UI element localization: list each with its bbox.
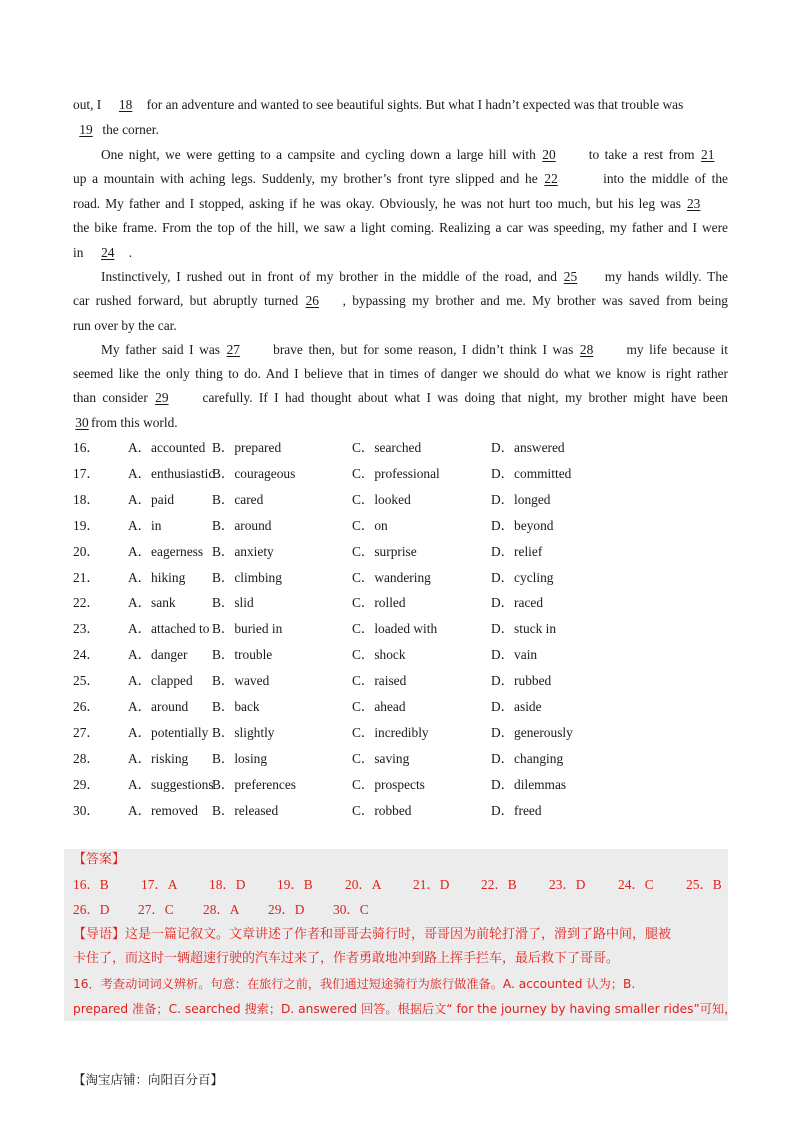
option-c[interactable]: C．professional — [352, 465, 440, 481]
answer-24: 24．C — [618, 877, 654, 892]
option-a[interactable]: A．removed — [128, 802, 198, 818]
question-number: 16． — [73, 440, 100, 455]
option-a[interactable]: A．suggestions — [128, 776, 214, 792]
question-number: 27． — [73, 724, 100, 740]
answer-20: 20．A — [345, 877, 382, 892]
option-a[interactable]: A．attached to — [128, 621, 210, 637]
answer-16: 16．B — [73, 877, 109, 892]
passage-line-13: than consider 29 carefully. If I had thought about what I was doing that night, my brother might have been — [73, 388, 728, 408]
guide-line-1: 【导语】这是一篇记叙文。文章讲述了作者和哥哥去骑行时，哥哥因为前轮打滑了，滑到了路中间，腿被 — [73, 927, 672, 942]
option-c[interactable]: C．robbed — [352, 802, 412, 818]
blank-25[interactable]: 25 — [563, 269, 578, 284]
option-d[interactable]: D．cycling — [491, 569, 554, 585]
guide-line-2: 卡住了，而这时一辆超速行驶的汽车过来了，作者勇敢地冲到路上挥手拦车，最后救下了哥哥。 — [73, 951, 620, 966]
blank-18[interactable]: 18 — [118, 97, 133, 112]
option-c[interactable]: C．prospects — [352, 776, 425, 792]
answer-row-2 — [73, 900, 473, 920]
question-number: 29． — [73, 776, 100, 792]
option-b[interactable]: B．released — [212, 802, 279, 818]
answer-19: 19．B — [277, 877, 313, 892]
explain-line-1: 16．考查动词词义辨析。句意：在旅行之前，我们通过短途骑行为旅行做准备。A. accounted 认为；B. — [73, 977, 636, 991]
answer-18: 18．D — [209, 877, 246, 892]
question-number: 17． — [73, 465, 100, 481]
option-d[interactable]: D．longed — [491, 491, 551, 507]
option-b[interactable]: B．losing — [212, 750, 268, 766]
option-b[interactable]: B．cared — [212, 491, 264, 507]
answer-30: 30．C — [333, 902, 369, 917]
option-a[interactable]: A．in — [128, 517, 162, 533]
option-a[interactable]: A．paid — [128, 491, 175, 507]
passage-line-5: road. My father and I stopped, asking if he was okay. Obviously, he was not hurt too much, but his leg was 23 — [73, 194, 728, 214]
answer-29: 29．D — [268, 902, 305, 917]
question-number: 26． — [73, 699, 100, 714]
passage-line-3: One night, we were getting to a campsite and cycling down a large hill with 20 to take a rest from 21 — [101, 145, 728, 165]
blank-22[interactable]: 22 — [544, 171, 558, 186]
blank-20[interactable]: 20 — [542, 147, 556, 162]
option-c[interactable]: C．surprise — [352, 543, 417, 559]
answer-22: 22．B — [481, 877, 517, 892]
question-number: 24． — [73, 647, 100, 663]
passage-line-14: 30 from this world. — [73, 413, 728, 433]
footer-shop-label: 【淘宝店铺：向阳百分百】 — [73, 1072, 224, 1087]
option-a[interactable]: A．around — [128, 699, 189, 714]
option-c[interactable]: C．saving — [352, 750, 410, 766]
option-d[interactable]: D．committed — [491, 465, 572, 481]
option-a[interactable]: A．eagerness — [128, 543, 204, 559]
option-c[interactable]: C．ahead — [352, 699, 406, 714]
option-a[interactable]: A．enthusiastic — [128, 465, 215, 481]
passage-line-10: run over by the car. — [73, 318, 177, 333]
option-d[interactable]: D．freed — [491, 802, 542, 818]
passage-line-1: out, I 18 for an adventure and wanted to see beautiful sights. But what I hadn’t expected was that trouble was — [73, 95, 728, 115]
option-b[interactable]: B．back — [212, 699, 260, 714]
question-number: 25． — [73, 673, 100, 689]
option-c[interactable]: C．searched — [352, 440, 422, 455]
answer-23: 23．D — [549, 877, 586, 892]
option-d[interactable]: D．changing — [491, 750, 564, 766]
option-d[interactable]: D．stuck in — [491, 621, 557, 637]
option-a[interactable]: A．potentially — [128, 724, 209, 740]
option-c[interactable]: C．raised — [352, 673, 407, 689]
option-d[interactable]: D．aside — [491, 699, 542, 714]
blank-27[interactable]: 27 — [226, 342, 240, 357]
option-d[interactable]: D．vain — [491, 647, 538, 663]
explain-line-2: prepared 准备；C. searched 搜索；D. answered 回答。根据后文“ for the journey by having smaller rides”可知， — [73, 1002, 737, 1016]
passage-line-2: 19 the corner. — [73, 120, 728, 140]
option-b[interactable]: B．slid — [212, 595, 254, 611]
passage-line-4: up a mountain with aching legs. Suddenly, my brother’s front tyre slipped and he 22 into the middle of the — [73, 169, 728, 189]
answer-17: 17．A — [141, 877, 178, 892]
option-a[interactable]: A．danger — [128, 647, 188, 663]
question-number: 22． — [73, 595, 100, 611]
option-b[interactable]: B．buried in — [212, 621, 283, 637]
option-b[interactable]: B．courageous — [212, 465, 296, 481]
option-b[interactable]: B．climbing — [212, 569, 282, 585]
option-a[interactable]: A．accounted — [128, 440, 206, 455]
option-c[interactable]: C．on — [352, 517, 388, 533]
answer-heading: 【答案】 — [73, 852, 126, 867]
blank-24[interactable]: 24 — [101, 245, 115, 260]
option-b[interactable]: B．anxiety — [212, 543, 274, 559]
question-number: 19． — [73, 517, 100, 533]
option-c[interactable]: C．wandering — [352, 569, 431, 585]
passage-line-7: in 24 . — [73, 243, 728, 263]
option-b[interactable]: B．prepared — [212, 440, 282, 455]
option-c[interactable]: C．looked — [352, 491, 411, 507]
option-c[interactable]: C．incredibly — [352, 724, 429, 740]
answer-row-1 — [73, 875, 728, 895]
option-a[interactable]: A．sank — [128, 595, 176, 611]
question-number: 20． — [73, 543, 100, 559]
blank-29[interactable]: 29 — [155, 390, 169, 405]
passage-line-12: seemed like the only thing to do. And I believe that in times of danger we should do what we know is right rather — [73, 366, 728, 381]
option-b[interactable]: B．trouble — [212, 647, 273, 663]
option-c[interactable]: C．shock — [352, 647, 406, 663]
question-number: 28． — [73, 750, 100, 766]
blank-23[interactable]: 23 — [686, 196, 701, 211]
question-number: 21． — [73, 569, 100, 585]
question-number: 30． — [73, 802, 100, 818]
passage-line-11: My father said I was 27 brave then, but for some reason, I didn’t think I was 28 my life because it — [101, 340, 728, 360]
option-a[interactable]: A．clapped — [128, 673, 193, 689]
answer-21: 21．D — [413, 877, 450, 892]
option-d[interactable]: D．generously — [491, 724, 573, 740]
passage-line-8: Instinctively, I rushed out in front of my brother in the middle of the road, and 25 my hands wildly. The — [101, 267, 728, 287]
question-number: 18． — [73, 491, 100, 507]
blank-30[interactable]: 30 — [75, 415, 89, 430]
option-c[interactable]: C．rolled — [352, 595, 406, 611]
blank-28[interactable]: 28 — [579, 342, 594, 357]
answer-28: 28．A — [203, 902, 240, 917]
passage-line-9: car rushed forward, but abruptly turned 26 , bypassing my brother and me. My brother was saved from being — [73, 291, 728, 311]
option-d[interactable]: D．rubbed — [491, 673, 552, 689]
option-d[interactable]: D．relief — [491, 543, 543, 559]
option-a[interactable]: A．hiking — [128, 569, 186, 585]
option-a[interactable]: A．risking — [128, 750, 189, 766]
option-d[interactable]: D．raced — [491, 595, 544, 611]
option-c[interactable]: C．loaded with — [352, 621, 438, 637]
passage-line-6: the bike frame. From the top of the hill, we saw a light coming. Realizing a car was speeding, my father and I were — [73, 220, 728, 235]
question-number: 23． — [73, 621, 100, 637]
blank-19[interactable]: 19 — [79, 122, 93, 137]
answer-27: 27．C — [138, 902, 174, 917]
option-b[interactable]: B．slightly — [212, 724, 275, 740]
option-d[interactable]: D．answered — [491, 440, 565, 455]
blank-26[interactable]: 26 — [305, 293, 319, 308]
option-d[interactable]: D．beyond — [491, 517, 554, 533]
answer-25: 25．B — [686, 877, 722, 892]
option-b[interactable]: B．waved — [212, 673, 270, 689]
option-b[interactable]: B．preferences — [212, 776, 297, 792]
answer-26: 26．D — [73, 902, 110, 917]
option-d[interactable]: D．dilemmas — [491, 776, 567, 792]
option-b[interactable]: B．around — [212, 517, 272, 533]
blank-21[interactable]: 21 — [701, 147, 715, 162]
